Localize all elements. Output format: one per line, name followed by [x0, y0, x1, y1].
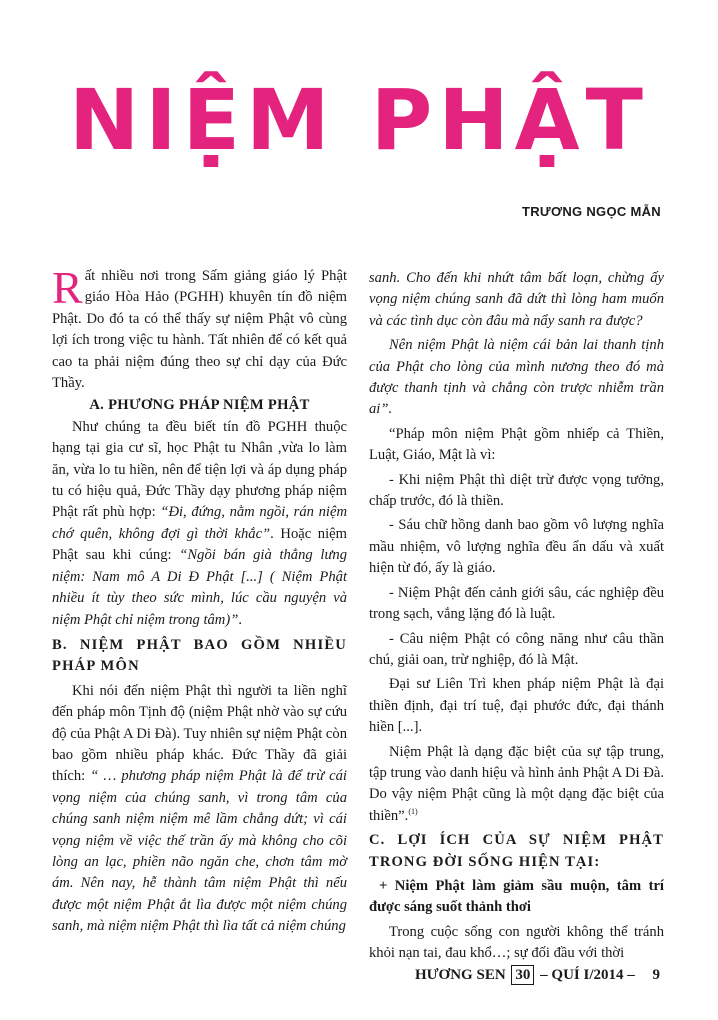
section-c-heading: C. LỢI ÍCH CỦA SỰ NIỆM PHẬT TRONG ĐỜI SỐNG HIỆN TẠI:	[369, 832, 664, 870]
quote-paragraph-2: Nên niệm Phật là niệm cái bản lai thanh tịnh của Phật cho lòng của mình nương theo đó mà được thanh tịnh và chẳng còn trược nhiễm trần ai”.	[369, 337, 664, 418]
paragraph-tap-trung-text: Niệm Phật là dạng đặc biệt của sự tập trung, tập trung vào danh hiệu và hình ảnh Phật A Di Đà. Do vậy niệm Phật cũng là một dạng đặc biệt của thiền”.	[369, 743, 664, 824]
left-column	[52, 262, 348, 938]
paragraph-phap-mon: “Pháp môn niệm Phật gồm nhiếp cả Thiền, Luật, Giáo, Mật là vì:	[369, 425, 664, 464]
section-b-text: Khi nói đến niệm Phật thì người ta liền nghĩ đến pháp môn Tịnh độ (niệm Phật nhờ vào sự cứu độ của Phật A Di Đà). Tuy nhiên sự niệm Phật còn bao gồm nhiều pháp khác. Đức Thầy đã giải thích:	[52, 682, 347, 785]
list-item-luat: - Niệm Phật đến cảnh giới sâu, các nghiệp đều trong sạch, vắng lặng đó là luật.	[369, 584, 664, 623]
section-b-heading: B. NIỆM PHẬT BAO GỒM NHIỀU PHÁP MÔN	[52, 636, 347, 675]
paragraph-tap-trung	[369, 742, 664, 828]
list-item-giao: - Sáu chữ hồng danh bao gồm vô lượng nghĩa mầu nhiệm, vô lượng nghĩa đều ẩn dấu và xuất hiện từ đó, ấy là giáo.	[369, 517, 664, 577]
issue-period: – QUÍ I/2014 –	[540, 967, 635, 983]
section-b-quote: “ … phương pháp niệm Phật là để trừ cái vọng niệm của chúng sanh, vì trong tâm của chúng sanh niệm niệm mê lầm chẳng dứt; vì cái vọng niệm về việc thế trần ấy mà không cho cõi lòng an lạc, phiền não ngăn che, chơn tâm mờ ám. Nên nay, hễ thành tâm niệm Phật thì nếu được một niệm Phật ắt lìa được một niệm chúng sanh, mà niệm niệm Phật thì lìa tất cả niệm chúng	[52, 768, 347, 935]
section-a-quote-1: “Đi, đứng, nằm ngồi, rán niệm chớ quên, không đợi gì thời khắc”	[52, 504, 348, 542]
drop-cap: R	[52, 262, 83, 313]
list-item-mat: - Câu niệm Phật có công năng như câu thần chú, giải oan, trừ nghiệp, đó là Mật.	[369, 630, 664, 668]
page-number: 9	[652, 967, 660, 983]
intro-paragraph	[52, 262, 347, 394]
issue-number: 30	[511, 965, 534, 985]
author-name: TRƯƠNG NGỌC MẪN	[521, 204, 661, 219]
section-a-quote-2: “Ngồi bán già thẳng lưng niệm: Nam mô A Di Đ Phật [...] ( Niệm Phật nhiều ít tùy theo sức mình, lúc cầu nguyện và niệm Phật chỉ niệm trong tâm)”	[52, 547, 347, 628]
intro-text: ất nhiều nơi trong Sấm giảng giáo lý Phật giáo Hòa Hảo (PGHH) khuyên tín đồ niệm Phật. Do đó ta có thể thấy sự niệm Phật vô cùng lợi ích trong việc tu hành. Tất nhiên để có kết quả cao ta phải niệm đúng theo sự chỉ dạy của Đức Thầy.	[52, 268, 347, 392]
footnote-ref: (1)	[408, 806, 418, 816]
quote-continuation: sanh. Cho đến khi nhứt tâm bất loạn, chừng ấy vọng niệm chúng sanh đã dứt thì lòng ham muốn và các tình dục còn đâu mà nẩy sanh ra được?	[369, 270, 664, 329]
section-a-text-2: . Hoặc niệm Phật sau khi cúng:	[52, 525, 347, 564]
list-item-thien: - Khi niệm Phật thì diệt trừ được vọng tưởng, chấp trước, đó là thiền.	[369, 471, 664, 510]
section-c-subheading: + Niệm Phật làm giảm sầu muộn, tâm trí được sáng suốt thảnh thơi	[369, 877, 664, 916]
right-column	[369, 268, 664, 965]
section-a-text-3: .	[238, 611, 242, 628]
section-b-paragraph	[52, 681, 347, 938]
paragraph-lien-tri: Đại sư Liên Trì khen pháp niệm Phật là đại thiền định, đại trí tuệ, đại phước đức, đại thánh hiền [...].	[369, 676, 664, 736]
section-c-paragraph: Trong cuộc sống con người không thể tránh khỏi nạn tai, đau khổ…; sự đối đầu với thời	[369, 923, 664, 962]
section-a-text-1: Như chúng ta đều biết tín đồ PGHH thuộc hạng tại gia cư sĩ, học Phật tu Nhân ,vừa lo làm ăn, vừa lo tu hiền, nên để tiện lợi và áp dụng pháp tu có hiệu quả, Đức Thầy dạy phương pháp niệm Phật rất phù hợp:	[52, 418, 347, 521]
section-a-heading: A. PHƯƠNG PHÁP NIỆM PHẬT	[89, 397, 310, 414]
article-title: NIỆM PHẬT	[69, 71, 649, 169]
magazine-name: HƯƠNG SEN	[414, 967, 506, 983]
section-a-paragraph	[52, 417, 347, 631]
page-footer	[415, 965, 660, 985]
